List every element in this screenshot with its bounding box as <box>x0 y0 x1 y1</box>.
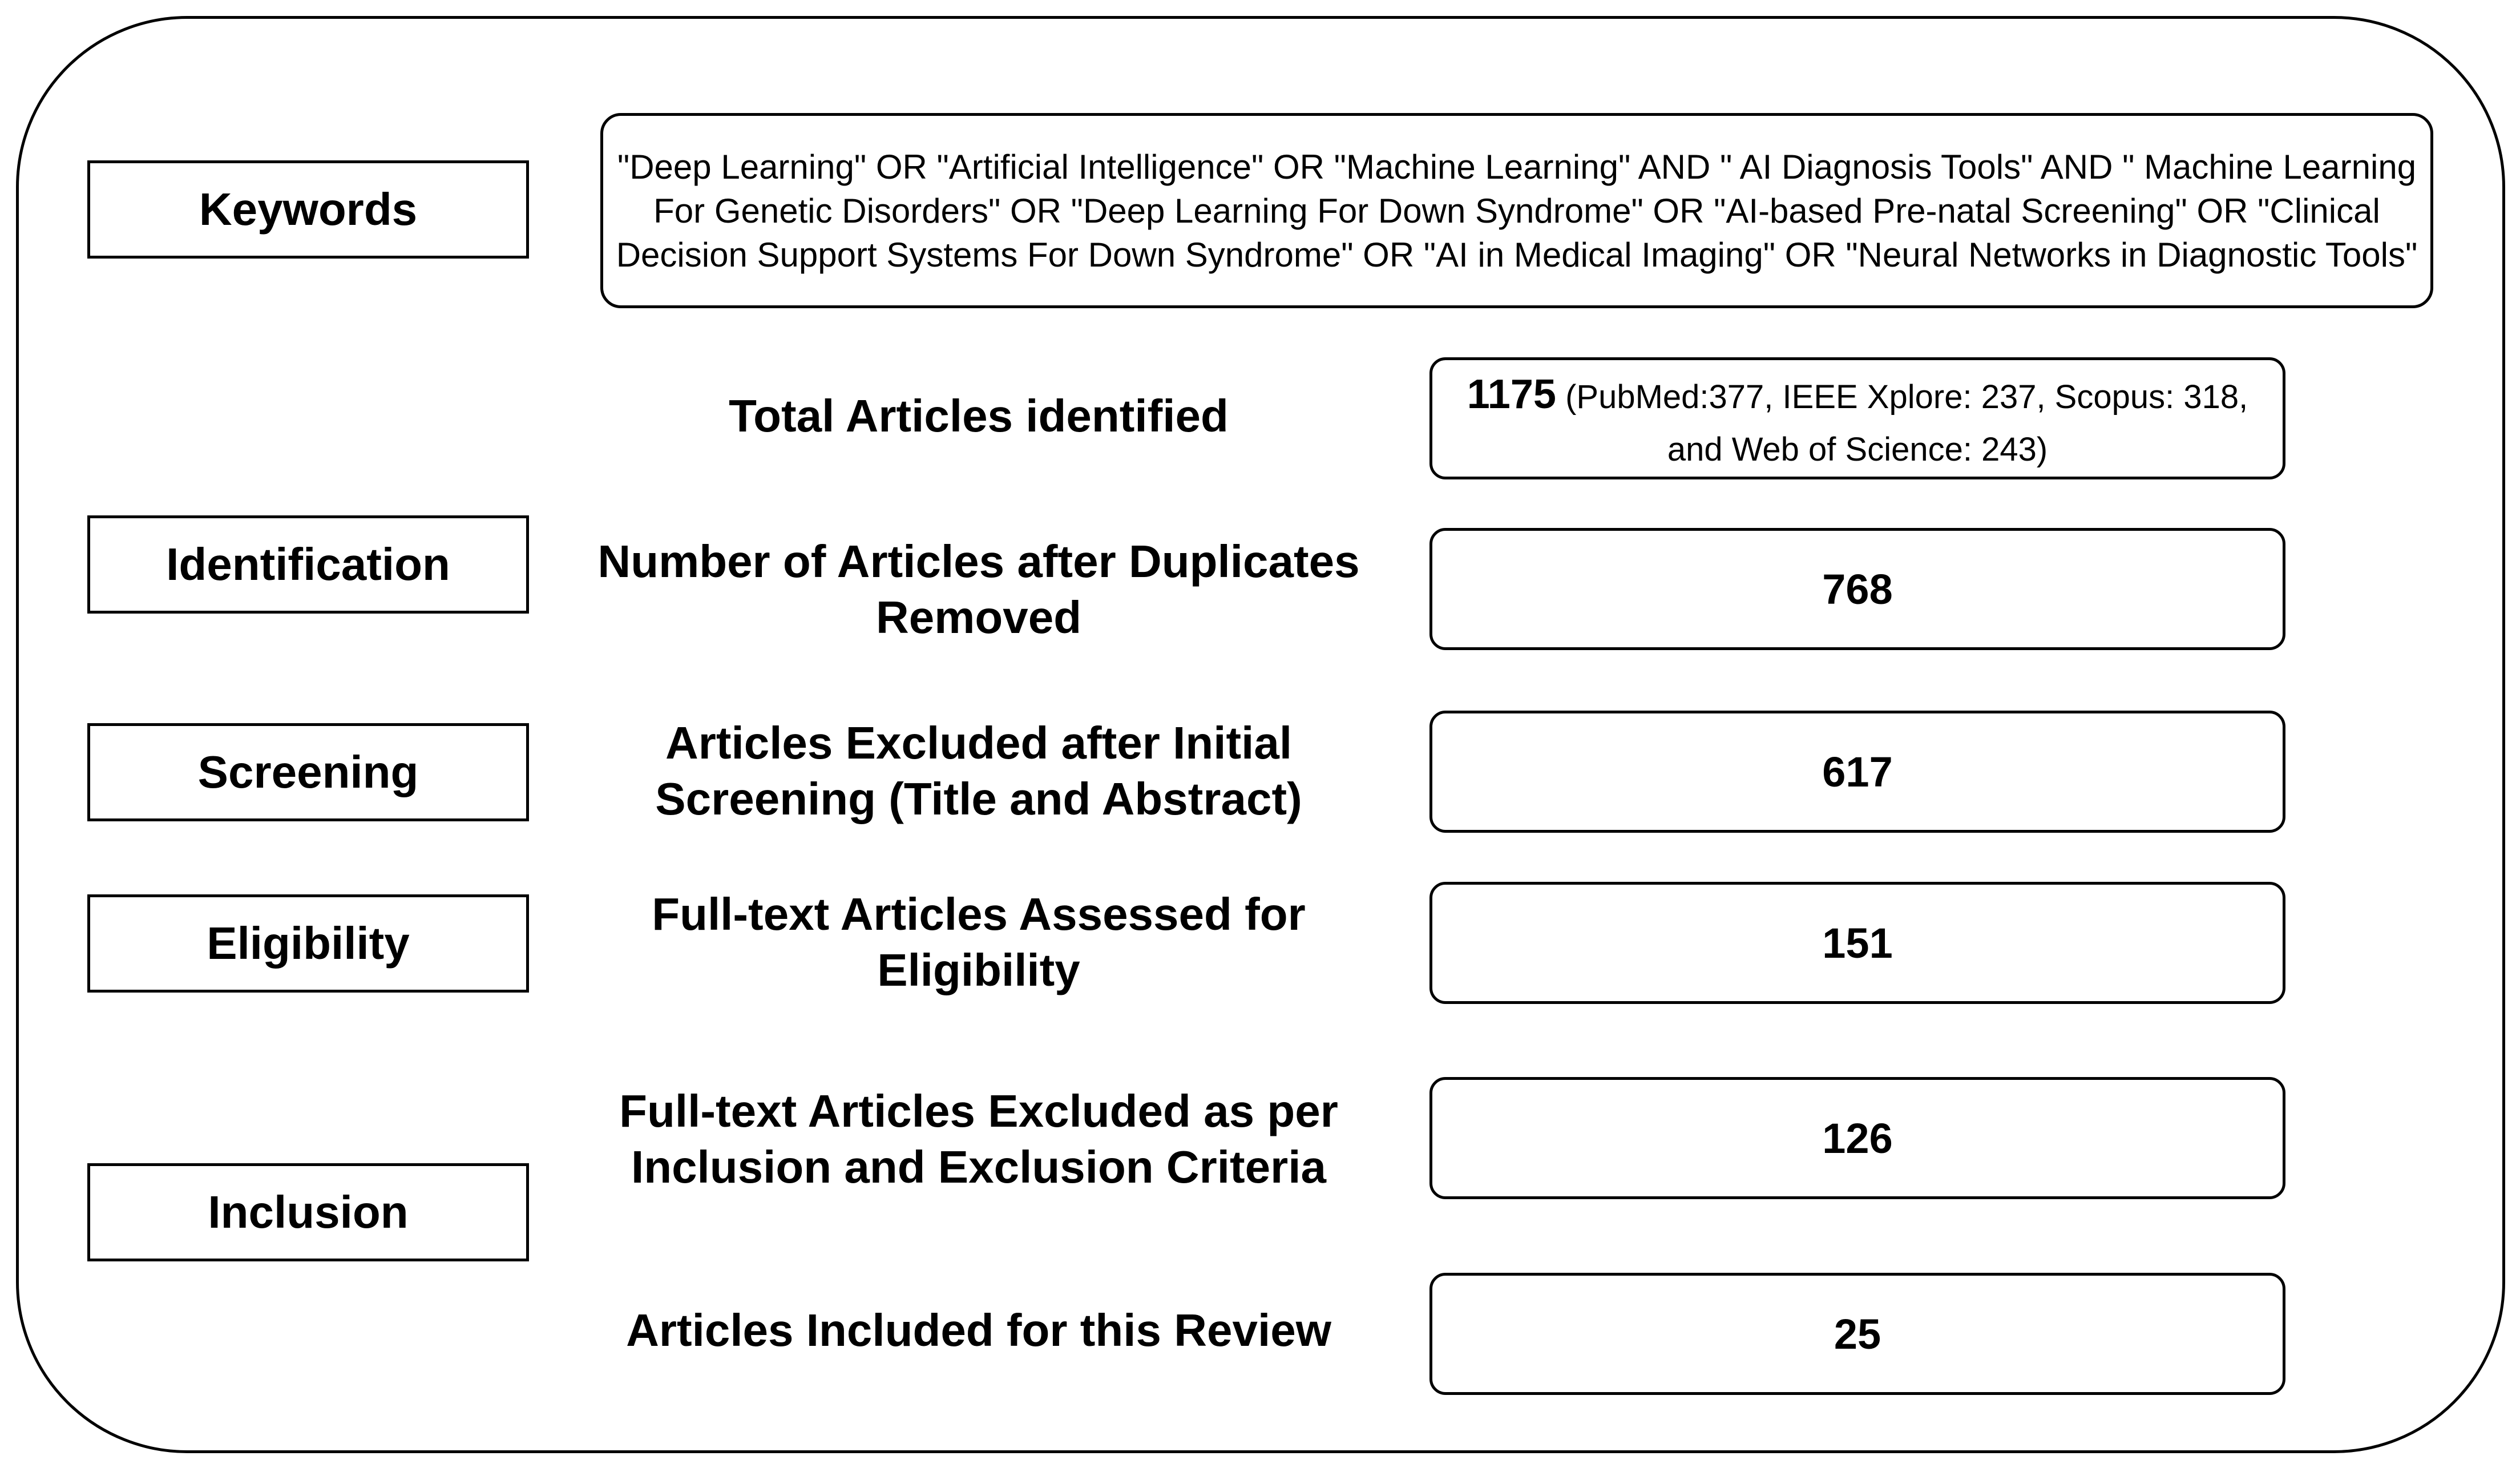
stage-screening: Screening <box>87 723 529 821</box>
stage-inclusion: Inclusion <box>87 1163 529 1261</box>
label-total-articles: Total Articles identified <box>729 390 1229 441</box>
count-box-duplicates-removed <box>1429 528 2285 650</box>
stage-eligibility: Eligibility <box>87 894 529 993</box>
count-assessed: 151 <box>1822 919 1893 967</box>
count-initial-screening-excluded: 617 <box>1822 748 1893 796</box>
label-duplicates-removed: Number of Articles after Duplicates Removed <box>597 536 1360 643</box>
label-criteria-excluded: Full-text Articles Excluded as per Inclusion and Exclusion Criteria <box>619 1086 1338 1192</box>
count-box-criteria-excluded <box>1429 1077 2285 1199</box>
stage-keywords: Keywords <box>87 160 529 259</box>
stage-identification: Identification <box>87 515 529 614</box>
label-initial-screening-excluded: Articles Excluded after Initial Screening (Title and Abstract) <box>655 717 1302 824</box>
keywords-query-text: "Deep Learning" OR "Artificial Intelligence" OR "Machine Learning" AND " AI Diagnosis Tools" AND " Machine Learning For Genetic Disorders" OR "Deep Learning For Down Syndrome" OR "AI-based Pre-natal Screening" OR "Clinical Decision Support Systems For Down Syndrome" OR "AI in Medical Imaging" OR "Neural Networks in Diagnostic Tools" <box>616 147 2418 274</box>
count-total-detail: (PubMed:377, IEEE Xplore: 237, Scopus: 318, and Web of Science: 243) <box>1565 378 2248 468</box>
count-box-total <box>1429 357 2285 479</box>
count-box-assessed <box>1429 882 2285 1004</box>
count-criteria-excluded: 126 <box>1822 1114 1893 1162</box>
count-included: 25 <box>1834 1310 1881 1358</box>
label-included-review: Articles Included for this Review <box>626 1305 1331 1356</box>
keywords-query-box <box>600 113 2433 308</box>
count-box-initial-screening-excluded <box>1429 711 2285 833</box>
count-total: 1175 <box>1467 372 1556 417</box>
label-assessed-eligibility: Full-text Articles Assessed for Eligibility <box>652 889 1306 995</box>
count-box-included <box>1429 1273 2285 1395</box>
count-duplicates-removed: 768 <box>1822 565 1893 613</box>
